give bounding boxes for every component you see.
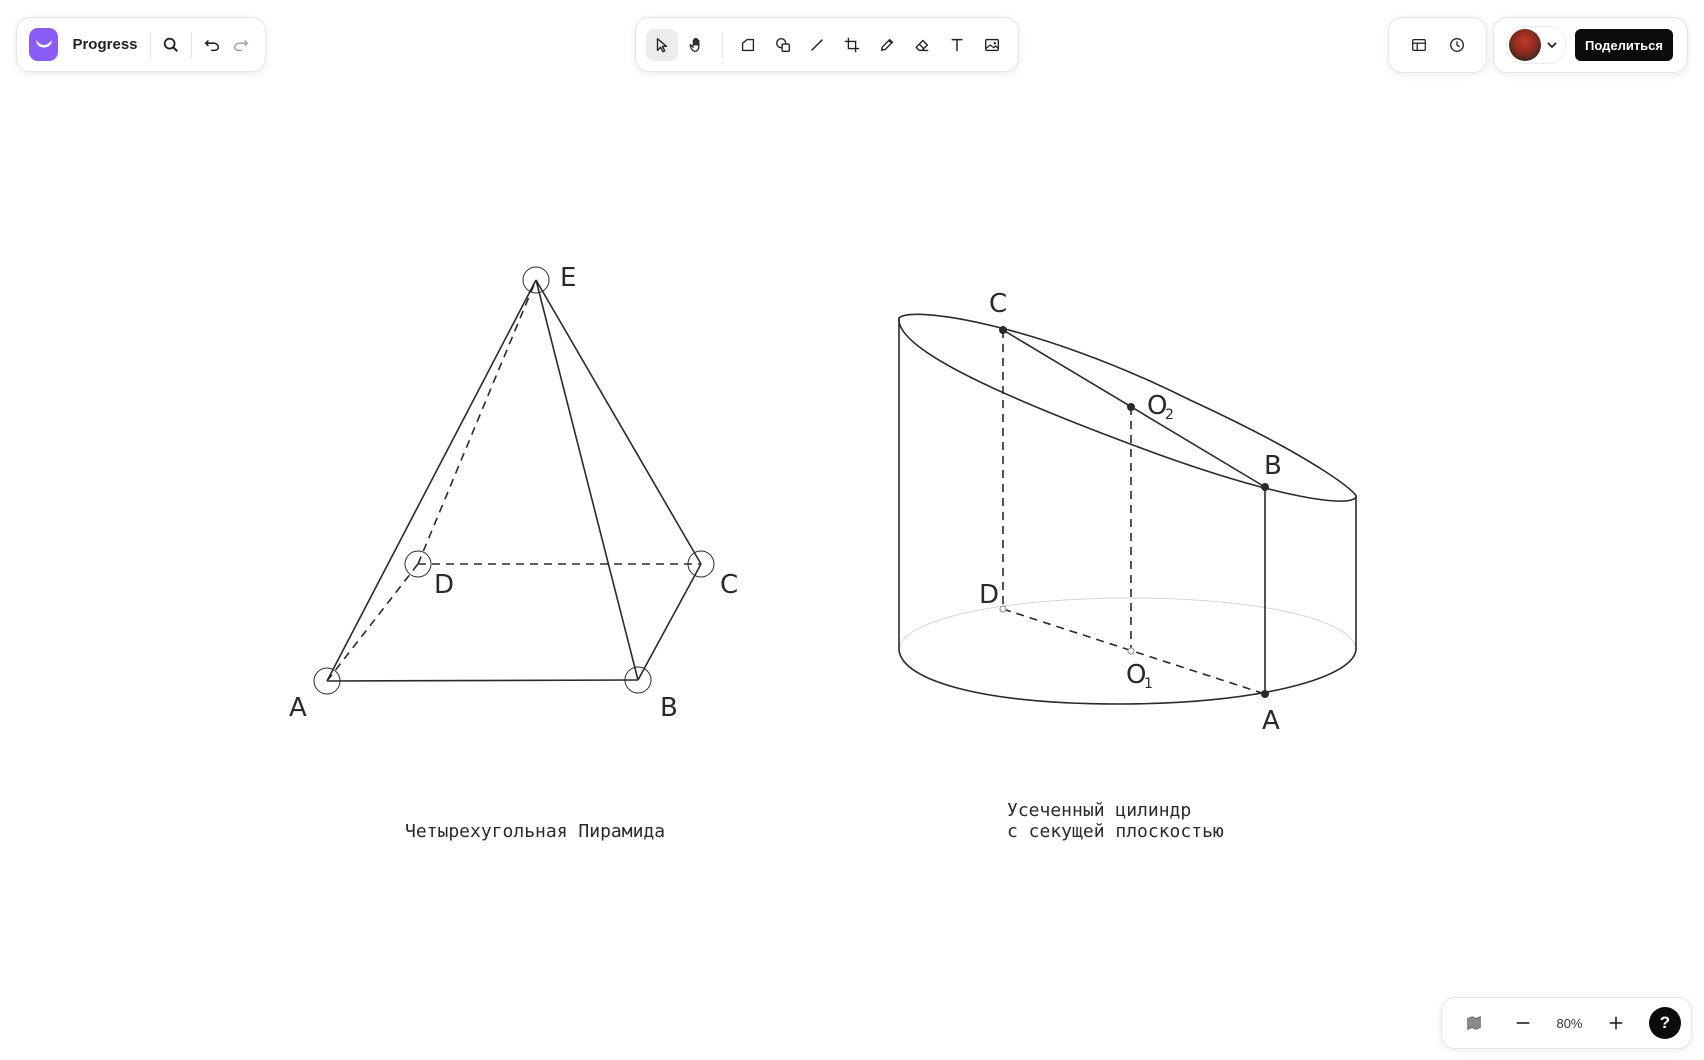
- cylinder-caption-line1[interactable]: Усеченный цилиндр: [1007, 800, 1192, 821]
- view-panel: [1388, 17, 1487, 73]
- avatar[interactable]: [1509, 29, 1541, 61]
- pyramid-edge-ae: [327, 280, 536, 681]
- divider: [191, 32, 192, 58]
- cylinder-label-c: C: [989, 289, 1008, 319]
- pyramid-label-e: E: [560, 263, 577, 293]
- cylinder-label-o1-subscript: 1: [1144, 676, 1153, 692]
- redo-button[interactable]: [226, 29, 255, 61]
- pyramid-label-a: A: [289, 693, 307, 723]
- history-button[interactable]: [1441, 29, 1473, 61]
- cylinder-label-b: B: [1264, 451, 1282, 481]
- cylinder-label-o2-subscript: 2: [1165, 407, 1174, 423]
- eraser-icon: [913, 36, 931, 54]
- zoom-panel: [1441, 997, 1692, 1049]
- frame-icon: [739, 36, 757, 54]
- search-button[interactable]: [156, 29, 185, 61]
- pyramid-edge-ce: [536, 280, 701, 564]
- pyramid-edge-bc: [638, 564, 701, 680]
- pyramid-edge-ad-hidden: [327, 564, 418, 681]
- cylinder-point-o2[interactable]: [1127, 403, 1135, 411]
- cylinder-label-d: D: [979, 580, 1000, 610]
- clock-icon: [1448, 36, 1466, 54]
- pyramid-edge-be: [536, 280, 638, 680]
- crop-icon: [843, 36, 861, 54]
- pencil-icon: [878, 36, 896, 54]
- layout-button[interactable]: [1403, 29, 1435, 61]
- image-tool[interactable]: [976, 29, 1008, 61]
- pyramid-drawing[interactable]: [314, 267, 714, 694]
- undo-button[interactable]: [198, 29, 227, 61]
- cylinder-base-back-arc: [899, 598, 1356, 650]
- map-icon: [1465, 1014, 1483, 1032]
- divider: [722, 32, 723, 58]
- user-menu[interactable]: [1506, 26, 1566, 64]
- text-icon: [948, 36, 966, 54]
- cylinder-label-o2: O: [1147, 391, 1168, 421]
- minimap-button[interactable]: [1458, 1007, 1490, 1039]
- cylinder-label-a: A: [1262, 706, 1280, 736]
- divider: [150, 32, 151, 58]
- select-tool[interactable]: [646, 29, 678, 61]
- frame-crop-tool[interactable]: [836, 29, 868, 61]
- pen-tool[interactable]: [871, 29, 903, 61]
- toolbar: [635, 17, 1019, 72]
- cylinder-point-o1[interactable]: [1128, 648, 1134, 654]
- cylinder-caption-line2[interactable]: с секущей плоскостью: [1007, 821, 1224, 842]
- shapes-tool[interactable]: [767, 29, 799, 61]
- zoom-in-button[interactable]: [1600, 1007, 1632, 1039]
- pyramid-label-d: D: [434, 570, 455, 600]
- layout-icon: [1410, 36, 1428, 54]
- redo-icon: [232, 36, 250, 54]
- undo-icon: [203, 36, 221, 54]
- image-icon: [983, 36, 1001, 54]
- zoom-out-button[interactable]: [1507, 1007, 1539, 1039]
- help-button[interactable]: ?: [1649, 1007, 1681, 1039]
- user-panel: [1493, 17, 1688, 73]
- pyramid-edge-ab: [327, 680, 638, 681]
- document-title[interactable]: Progress: [72, 36, 138, 53]
- hand-icon: [688, 36, 706, 54]
- text-tool[interactable]: [941, 29, 973, 61]
- cylinder-point-d[interactable]: [1000, 606, 1006, 612]
- line-icon: [808, 36, 826, 54]
- plus-icon: [1607, 1014, 1625, 1032]
- pyramid-label-c: C: [720, 570, 739, 600]
- pyramid-caption[interactable]: Четырехугольная Пирамида: [405, 821, 666, 842]
- shapes-icon: [774, 36, 792, 54]
- minus-icon: [1514, 1014, 1532, 1032]
- eraser-tool[interactable]: [906, 29, 938, 61]
- line-tool[interactable]: [801, 29, 833, 61]
- pyramid-label-b: B: [660, 693, 678, 723]
- cylinder-points: [999, 326, 1269, 698]
- hand-tool[interactable]: [681, 29, 713, 61]
- cylinder-label-o1: O: [1126, 660, 1147, 690]
- cylinder-drawing[interactable]: [899, 314, 1356, 704]
- cylinder-point-a[interactable]: [1261, 690, 1269, 698]
- cylinder-point-c[interactable]: [999, 326, 1007, 334]
- chevron-down-icon: [1545, 38, 1559, 52]
- app-logo-icon[interactable]: [29, 28, 58, 61]
- pointer-icon: [653, 36, 671, 54]
- zoom-level[interactable]: 80%: [1556, 1015, 1583, 1031]
- share-button[interactable]: Поделиться: [1575, 29, 1673, 61]
- search-icon: [162, 36, 180, 54]
- cylinder-point-b[interactable]: [1261, 483, 1269, 491]
- frame-tool[interactable]: [732, 29, 764, 61]
- pyramid-edge-de-hidden: [418, 280, 536, 564]
- file-panel: [16, 17, 266, 72]
